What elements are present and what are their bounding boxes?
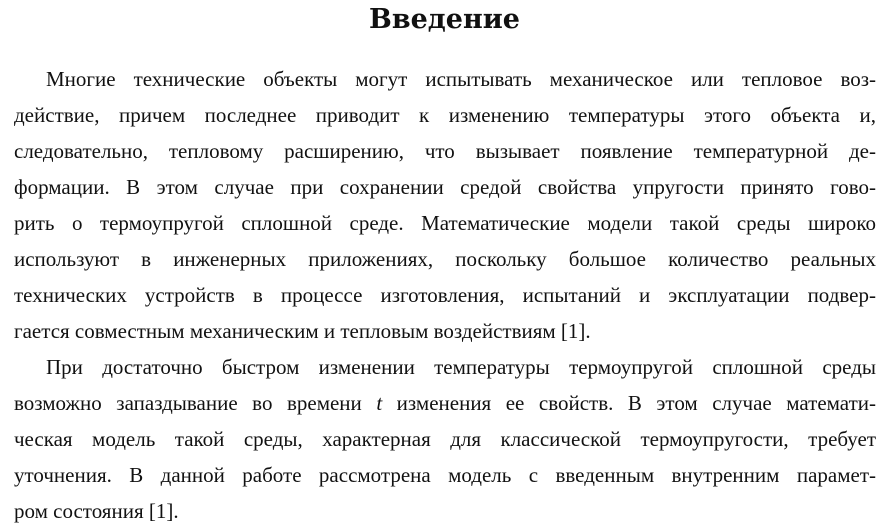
paragraph-line xyxy=(14,388,876,418)
section-title: Введение xyxy=(369,4,520,35)
paragraph-line: используют в инженерных приложениях, поскольку большое количество реальных xyxy=(14,247,876,271)
paragraph-line: ром состояния [1]. xyxy=(14,499,179,523)
variable-t: t xyxy=(376,391,383,415)
text-run: изменения ее свойств. В этом случае математи- xyxy=(382,391,876,415)
paragraph-line: При достаточно быстром изменении температуры термоупругой сплошной среды xyxy=(46,355,876,379)
paragraph-line: Многие технические объекты могут испытывать механическое или тепловое воз- xyxy=(46,67,876,91)
paragraph-line: следовательно, тепловому расширению, что вызывает появление температурной де- xyxy=(14,139,876,163)
paragraph-line: формации. В этом случае при сохранении средой свойства упругости принято гово- xyxy=(14,175,876,199)
paragraph-line: гается совместным механическим и тепловым воздействиям [1]. xyxy=(14,319,591,343)
paragraph-line: рить о термоупругой сплошной среде. Математические модели такой среды широко xyxy=(14,211,876,235)
paragraph-line: действие, причем последнее приводит к изменению температуры этого объекта и, xyxy=(14,103,876,127)
paragraph-line: ческая модель такой среды, характерная для классической термоупругости, требует xyxy=(14,427,876,451)
paragraph-line: уточнения. В данной работе рассмотрена модель с введенным внутренним парамет- xyxy=(14,463,876,487)
paragraph-line: технических устройств в процессе изготовления, испытаний и эксплуатации подвер- xyxy=(14,283,876,307)
text-run: возможно запаздывание во времени xyxy=(14,391,377,415)
